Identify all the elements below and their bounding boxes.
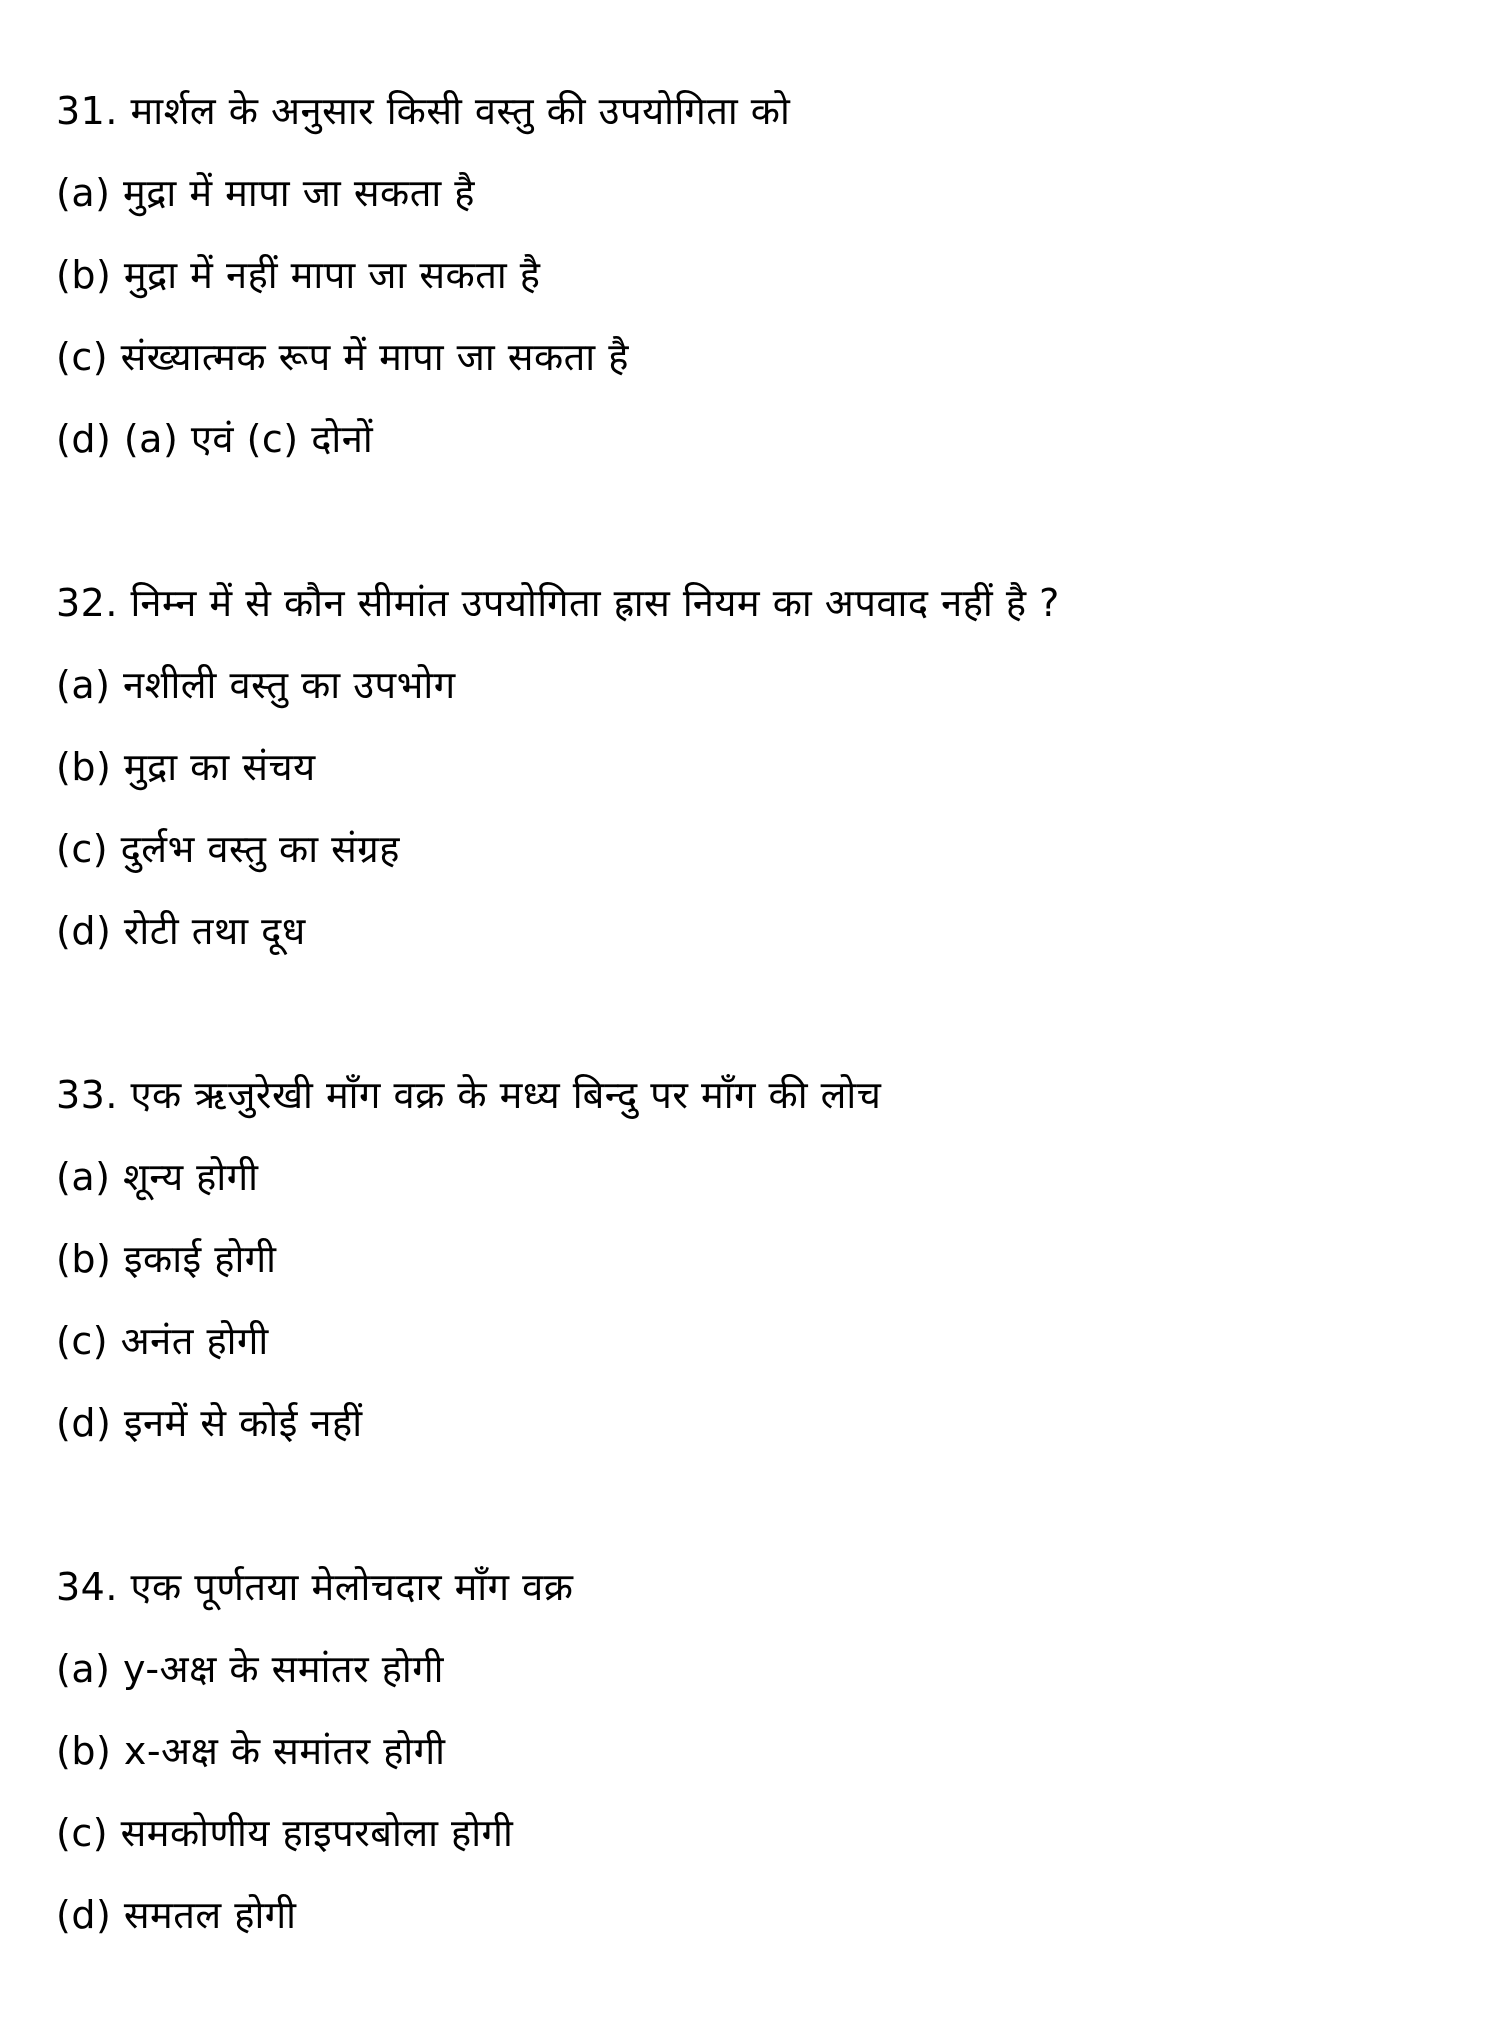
question-stem: 34. एक पूर्णतया मेलोचदार माँग वक्र: [56, 1565, 574, 1609]
option-d: (d) (a) एवं (c) दोनों: [56, 417, 374, 461]
option-a: (a) नशीली वस्तु का उपभोग: [56, 663, 456, 707]
option-c: (c) संख्यात्मक रूप में मापा जा सकता है: [56, 335, 629, 379]
question-31: [56, 70, 1456, 480]
question-33: [56, 1054, 1456, 1464]
option-d: (d) रोटी तथा दूध: [56, 909, 306, 953]
option-b: (b) इकाई होगी: [56, 1237, 277, 1281]
question-32: [56, 562, 1456, 972]
question-stem: 33. एक ऋजुरेखी माँग वक्र के मध्य बिन्दु पर माँग की लोच: [56, 1073, 882, 1117]
option-b: (b) मुद्रा में नहीं मापा जा सकता है: [56, 253, 541, 297]
option-a: (a) शून्य होगी: [56, 1155, 259, 1199]
question-stem: 31. मार्शल के अनुसार किसी वस्तु की उपयोगिता को: [56, 89, 791, 133]
option-a: (a) y-अक्ष के समांतर होगी: [56, 1647, 444, 1691]
question-page: [56, 70, 1456, 2038]
question-34: [56, 1546, 1456, 1956]
option-b: (b) x-अक्ष के समांतर होगी: [56, 1729, 446, 1773]
option-d: (d) समतल होगी: [56, 1893, 297, 1937]
question-stem: 32. निम्न में से कौन सीमांत उपयोगिता ह्रास नियम का अपवाद नहीं है ?: [56, 581, 1060, 625]
option-d: (d) इनमें से कोई नहीं: [56, 1401, 363, 1445]
option-b: (b) मुद्रा का संचय: [56, 745, 316, 789]
option-c: (c) समकोणीय हाइपरबोला होगी: [56, 1811, 514, 1855]
option-a: (a) मुद्रा में मापा जा सकता है: [56, 171, 475, 215]
option-c: (c) अनंत होगी: [56, 1319, 269, 1363]
option-c: (c) दुर्लभ वस्तु का संग्रह: [56, 827, 400, 871]
